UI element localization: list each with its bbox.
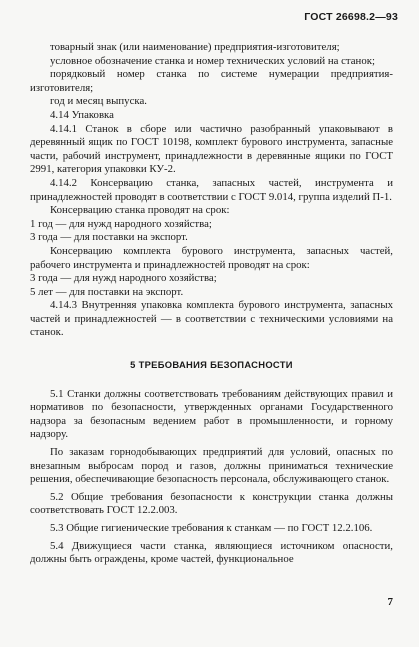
section-title: 5 ТРЕБОВАНИЯ БЕЗОПАСНОСТИ [130,359,293,371]
list-item-3-years: 3 года — для нужд народного хозяйства; [30,272,217,285]
marking-item-trademark: товарный знак (или наименование) предприятия-изготовителя; [50,41,340,53]
subsection-heading-packaging: 4.14 Упаковка [50,108,114,121]
paragraph-4-14-3: 4.14.3 Внутренняя упаковка комплекта бурового инструмента, запасных частей и принадлежностей — в соответствии с техническими условиями на станок. [30,299,393,339]
list-item-1-year: 1 год — для нужд народного хозяйства; [30,217,212,230]
paragraph-5-3: 5.3 Общие гигиенические требования к станкам — по ГОСТ 12.2.106. [50,522,373,534]
marking-item-serial: порядковый номер станка по системе нумерации предприятия-изготовителя; [30,68,393,94]
paragraph-5-1: 5.1 Станки должны соответствовать требованиям действующих правил и нормативов по безопасности, утвержденных органами Государственного надзора за безопасным ведением работ в промышленности, и горному надзору. [30,387,393,441]
paragraph-conservation-term: Консервацию станка проводят на срок: [50,204,230,217]
paragraph-5-4: 5.4 Движущиеся части станка, являющиеся источником опасности, должны быть ограждены, кроме частей, функциональное [30,539,393,566]
marking-item-date: год и месяц выпуска. [50,95,147,108]
document-header: ГОСТ 26698.2—93 [304,11,398,23]
marking-item-designation: условное обозначение станка и номер технических условий на станок; [50,54,375,67]
document-body [30,41,393,567]
page-number: 7 [387,596,393,608]
paragraph-4-14-1: 4.14.1 Станок в сборе или частично разобранный упаковывают в деревянный ящик по ГОСТ 10198, комплект бурового инструмента, запасные части, рабочий инструмент, принадлежности в деревянные ящики по ГОСТ 2991, категория упаковки КУ-2. [30,122,393,176]
paragraph-conservation-kit: Консервацию комплекта бурового инструмента, запасных частей, рабочего инструмента и принадлежностей проводят на срок: [30,244,393,271]
paragraph-4-14-2: 4.14.2 Консервацию станка, запасных частей, инструмента и принадлежностей проводят в соответствии с ГОСТ 9.014, группа изделий П-1. [30,176,393,203]
list-item-3-years-export: 3 года — для поставки на экспорт. [30,231,188,244]
paragraph-5-2: 5.2 Общие требования безопасности к конструкции станка должны соответствовать ГОСТ 12.2.003. [30,490,393,517]
paragraph-mining-orders: По заказам горнодобывающих предприятий для условий, опасных по внезапным выбросам пород и газов, должны приниматься технические решения, обеспечивающие безопасность персонала, обслуживающего станок. [30,446,393,486]
list-item-5-years-export: 5 лет — для поставки на экспорт. [30,285,184,298]
